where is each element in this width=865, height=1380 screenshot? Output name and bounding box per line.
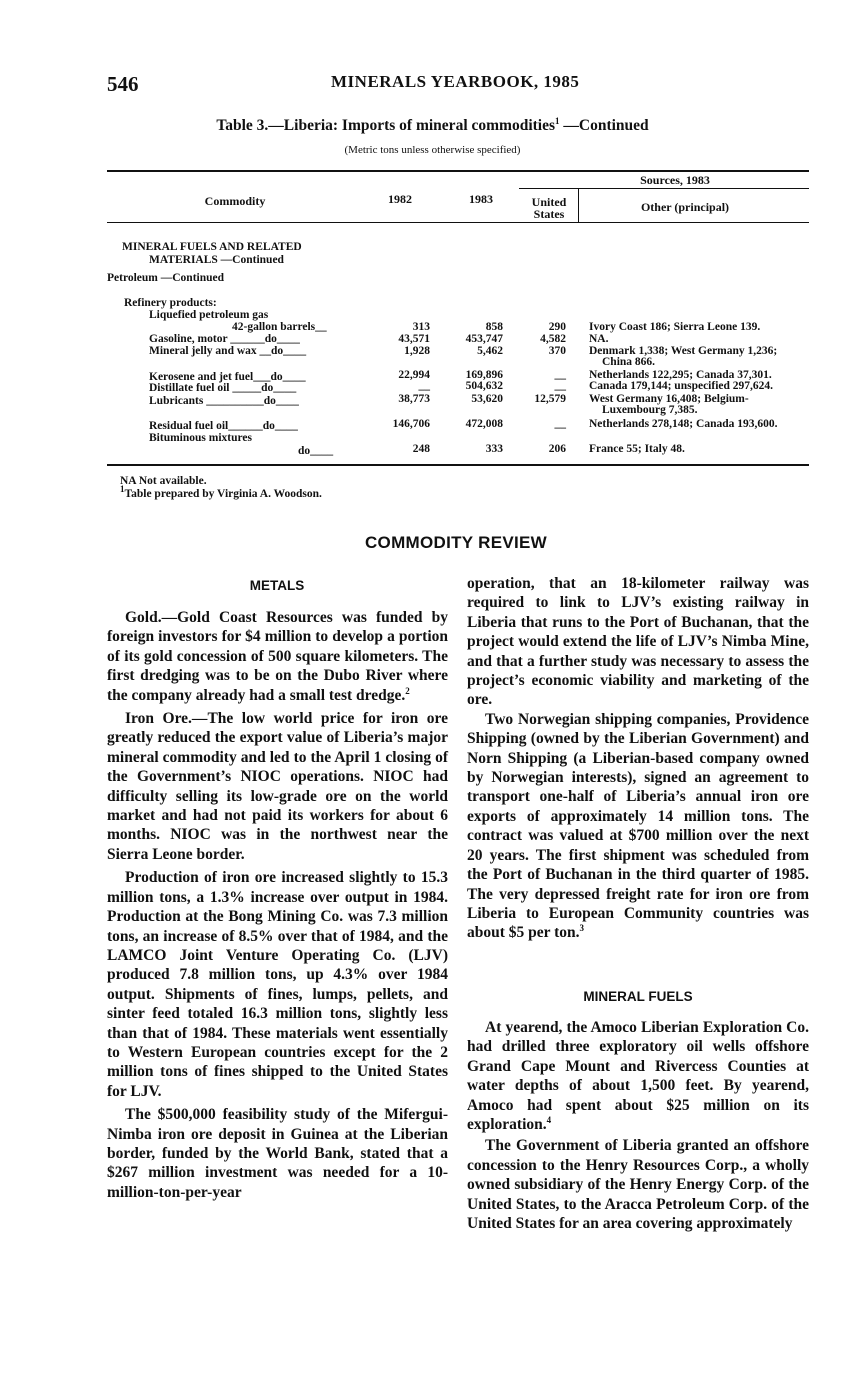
metals-heading: METALS xyxy=(249,578,305,593)
table-cell-1983: 169,896 xyxy=(465,369,503,381)
table-cell-other: Netherlands 122,295; Canada 37,301. xyxy=(589,369,772,381)
table-subtitle: (Metric tons unless otherwise specified) xyxy=(344,144,521,156)
table-cell-us: 370 xyxy=(548,345,566,357)
table-cell-1982: __ xyxy=(418,380,430,392)
table-cell-us: 12,579 xyxy=(534,393,566,405)
table-cell-1982: 22,994 xyxy=(398,369,430,381)
table-cell-us: __ xyxy=(554,380,566,392)
table-cell-us: __ xyxy=(554,369,566,381)
table-cell-other: France 55; Italy 48. xyxy=(589,443,685,455)
table-cell-1982: 43,571 xyxy=(398,333,430,345)
table-title-suffix: —Continued xyxy=(559,117,649,134)
table-title xyxy=(0,117,865,135)
header-united-states-line2: States xyxy=(533,207,565,221)
table-note-1 xyxy=(120,484,322,500)
table-note-1-marker: 1 xyxy=(120,484,125,495)
table-cell-1982: 1,928 xyxy=(404,345,430,357)
table-cell-1982: 313 xyxy=(412,321,430,333)
paragraph-feasibility: The $500,000 feasibility study of the Mifergui-Nimba iron ore deposit in Guinea at the Liberian border, funded by the World Bank, stated that a $267 million investment was needed for a 10-million-ton-per-year xyxy=(107,1106,448,1201)
subsection-lpg: Liquefied petroleum gas xyxy=(149,309,269,321)
table-cell-1983: 53,620 xyxy=(471,393,503,405)
header-united-states xyxy=(520,196,578,220)
paragraph-railway: operation, that an 18-kilometer railway was required to link to LJV’s existing railway in Liberia that runs to the Port of Buchanan, that the project would extend the life of LJV’s Nimba Mine, and that a further study was necessary to assess the project’s economic viability and marketing of the ore. xyxy=(467,575,809,709)
amoco-footnote-ref: 4 xyxy=(546,1114,552,1125)
table-cell-1982: 38,773 xyxy=(398,393,430,405)
section-title-2: MATERIALS —Continued xyxy=(149,254,284,266)
table-cell-other-cont: China 866. xyxy=(602,356,656,368)
page-number: 546 xyxy=(107,72,139,96)
subsection-petroleum: Petroleum —Continued xyxy=(107,272,225,284)
table-top-rule xyxy=(107,170,809,172)
shipping-footnote-ref: 3 xyxy=(579,923,585,934)
table-cell-us: 4,582 xyxy=(540,333,566,345)
header-1983: 1983 xyxy=(469,192,493,206)
table-cell-other: Canada 179,144; unspecified 297,624. xyxy=(589,380,774,392)
table-title-text: Table 3.—Liberia: Imports of mineral commodities xyxy=(216,117,556,134)
table-row-label: Bituminous mixtures xyxy=(149,432,252,444)
paragraph-amoco xyxy=(467,1018,809,1134)
table-cell-other: Ivory Coast 186; Sierra Leone 139. xyxy=(589,321,761,333)
table-note-na: NA Not available. xyxy=(120,475,207,487)
header-other: Other (principal) xyxy=(640,200,730,214)
table-cell-us: 290 xyxy=(548,321,566,333)
subsection-refinery: Refinery products: xyxy=(124,297,217,309)
amoco-text: At yearend, the Amoco Liberian Exploration Co. had drilled three exploratory oil wells offshore Grand Cape Mount and Rivercess Counties at water depths of about 1,500 feet. By yearend, Amoco had spent about $25 million on its exploration. xyxy=(467,1019,809,1134)
paragraph-gold xyxy=(107,608,448,705)
gold-text: Gold Coast Resources was funded by foreign investors for $4 million to develop a portion of its gold concession of 500 square kilometers. The first dredging was to be on the Dubo River where the company already had a small test dredge. xyxy=(107,609,448,704)
table-cell-other: Denmark 1,338; West Germany 1,236; xyxy=(589,345,778,357)
sources-divider xyxy=(578,188,579,222)
section-title-1: MINERAL FUELS AND RELATED xyxy=(122,241,302,253)
header-united-states-line1: United xyxy=(531,195,567,209)
sources-rule xyxy=(519,188,809,189)
table-cell-us: __ xyxy=(554,418,566,430)
running-title: MINERALS YEARBOOK, 1985 xyxy=(331,72,580,91)
table-cell-1983: 504,632 xyxy=(465,380,503,392)
table-row-label-cont: do____ xyxy=(298,445,334,457)
header-1982: 1982 xyxy=(388,192,412,206)
table-note-1-text: Table prepared by Virginia A. Woodson. xyxy=(124,488,322,500)
table-row-label: Mineral jelly and wax __do____ xyxy=(149,345,307,357)
table-cell-1983: 858 xyxy=(485,321,503,333)
table-title-footnote-ref: 1 xyxy=(555,115,560,126)
table-cell-1983: 333 xyxy=(485,443,503,455)
right-column-bottom xyxy=(467,1018,809,1233)
table-row-label: Kerosene and jet fuel___do____ xyxy=(149,371,306,383)
mineral-fuels-heading: MINERAL FUELS xyxy=(583,989,693,1004)
table-cell-other-cont: Luxembourg 7,385. xyxy=(602,404,698,416)
table-row-label: Distillate fuel oil _____do____ xyxy=(149,382,297,394)
table-cell-us: 206 xyxy=(548,443,566,455)
right-column-top xyxy=(467,574,809,943)
table-header-rule xyxy=(107,222,809,223)
left-column xyxy=(107,608,448,1202)
table-cell-1983: 472,008 xyxy=(465,418,503,430)
paragraph-production: Production of iron ore increased slightly to 15.3 million tons, a 1.3% increase over output in 1984. Production at the Bong Mining Co. was 7.3 million tons, an increase of 8.5% over that of 1984, and the LAMCO Joint Venture Operating Co. (LJV) produced 7.8 million tons, up 4.3% over 1984 output. Shipments of fines, lumps, pellets, and sinter feed totaled 16.3 million tons, slightly less than that of 1984. These materials went essentially to Western European countries except for the 2 million tons of fines shipped to the United States for LJV. xyxy=(107,869,448,1100)
paragraph-shipping xyxy=(467,710,809,943)
commodity-review-heading: COMMODITY REVIEW xyxy=(364,533,548,552)
iron-ore-lead: Iron Ore.— xyxy=(125,710,208,728)
table-row-label: 42-gallon barrels__ xyxy=(232,321,327,333)
table-cell-1983: 453,747 xyxy=(465,333,503,345)
table-cell-1983: 5,462 xyxy=(477,345,503,357)
paragraph-concession: The Government of Liberia granted an offshore concession to the Henry Resources Corp., a wholly owned subsidiary of the Henry Energy Corp. of the United States, to the Aracca Petroleum Corp. of the United States for an area covering approximately xyxy=(467,1137,809,1233)
table-cell-1982: 146,706 xyxy=(392,418,430,430)
table-cell-other: West Germany 16,408; Belgium- xyxy=(589,393,749,405)
table-row-label: Residual fuel oil______do____ xyxy=(149,420,298,432)
header-sources: Sources, 1983 xyxy=(640,173,710,187)
table-row-label: Lubricants __________do____ xyxy=(149,395,299,407)
gold-lead: Gold.— xyxy=(125,609,178,626)
header-commodity: Commodity xyxy=(204,194,266,208)
table-row-label: Gasoline, motor ______do____ xyxy=(149,333,300,345)
table-bottom-rule xyxy=(107,464,809,466)
shipping-text: Two Norwegian shipping companies, Providence Shipping (owned by the Liberian Government) and Norn Shipping (a Liberian-based company owned by Norwegian interests), signed an agreement to transport one-half of Liberia’s annual iron ore exports of approximately 14 million tons. The contract was valued at $700 million over the next 20 years. The first shipment was scheduled from the Port of Buchanan in the third quarter of 1985. The very depressed freight rate for iron ore from Liberia to European Community countries was about $5 per ton. xyxy=(467,710,809,942)
table-cell-1982: 248 xyxy=(412,443,430,455)
table-cell-other: Netherlands 278,148; Canada 193,600. xyxy=(589,418,778,430)
gold-footnote-ref: 2 xyxy=(405,685,410,696)
paragraph-iron-ore xyxy=(107,709,448,864)
iron-ore-text: The low world price for iron ore greatly reduced the export value of Liberia’s major mineral commodity and led to the April 1 closing of the Government’s NIOC operations. NIOC had difficulty selling its low-grade ore on the world market and had not paid its workers for about 6 months. NIOC was in the northwest near the Sierra Leone border. xyxy=(107,710,448,863)
table-cell-other: NA. xyxy=(589,333,609,345)
